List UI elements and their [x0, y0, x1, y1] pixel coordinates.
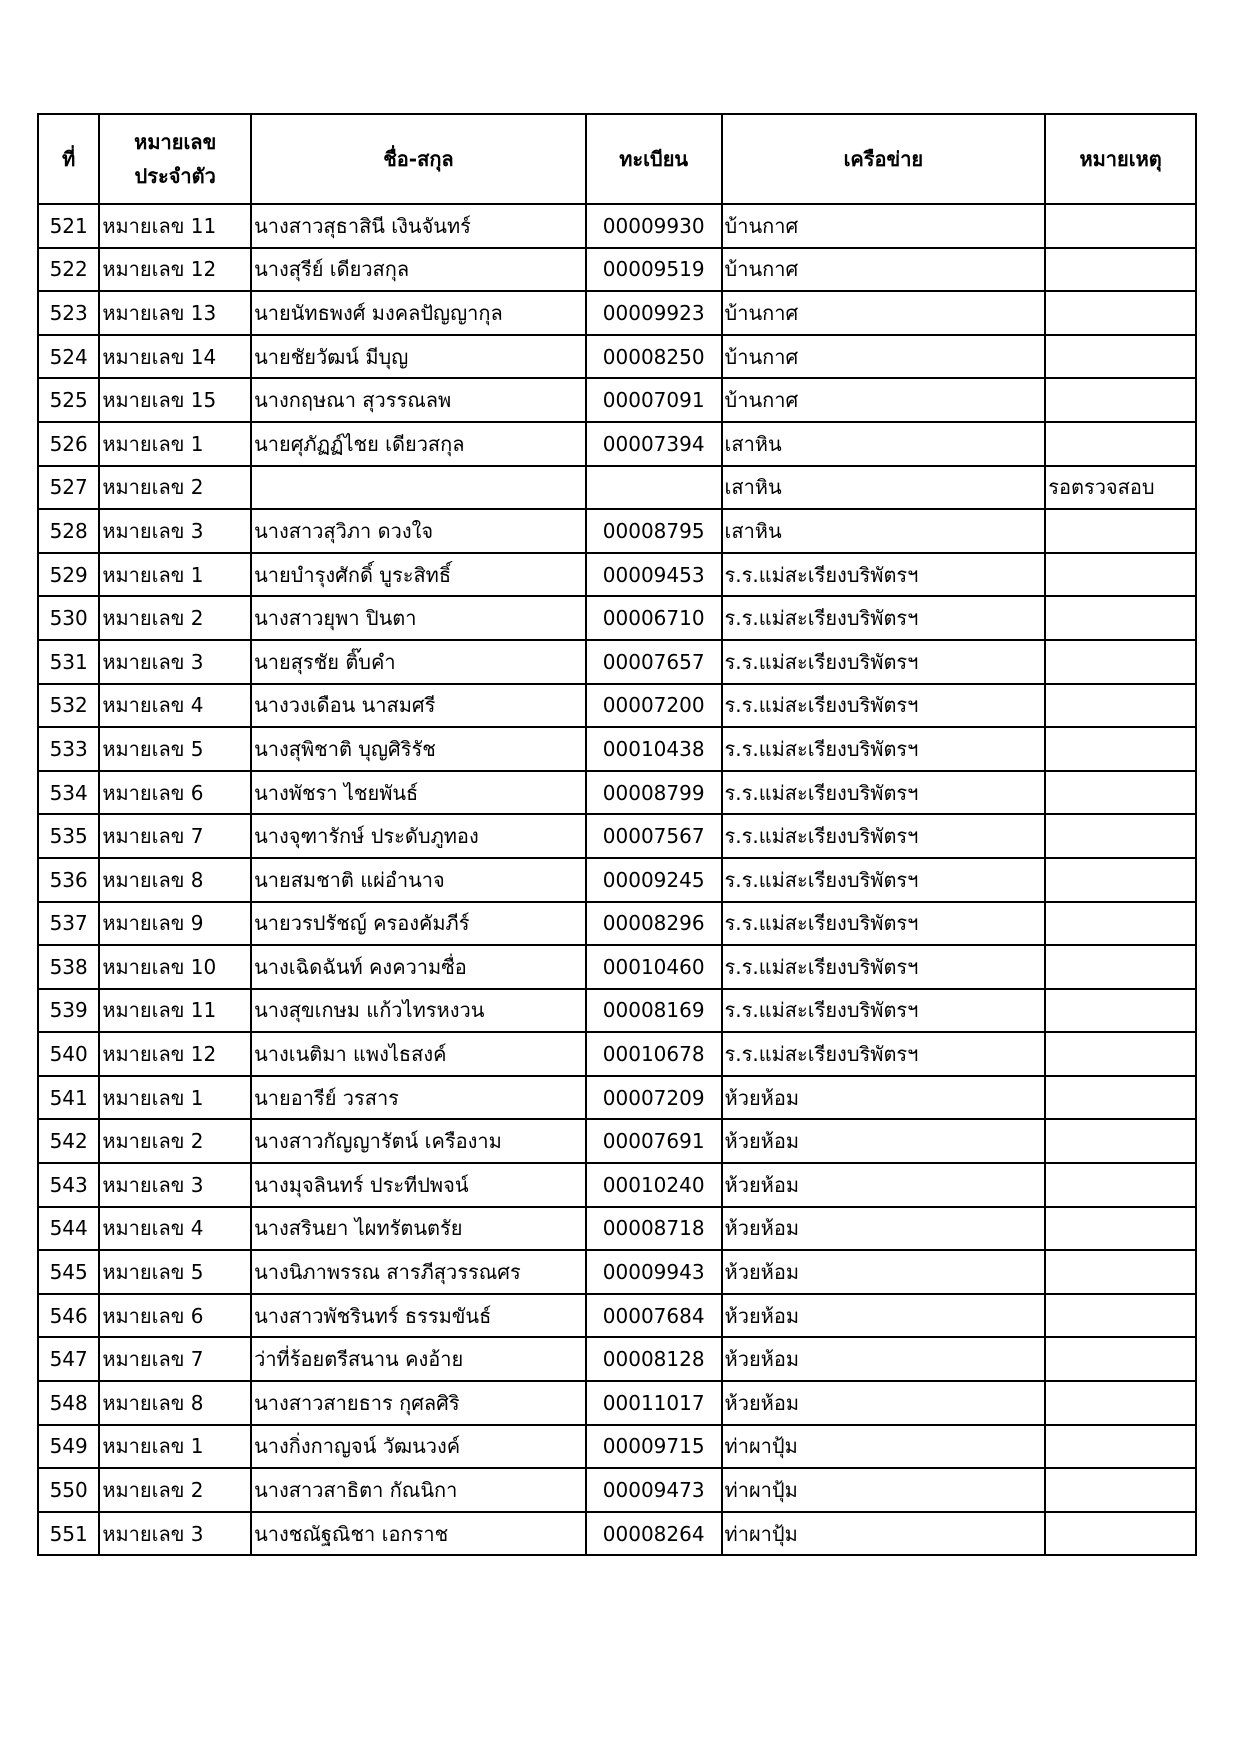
cell-no: 524	[38, 335, 99, 379]
cell-note	[1045, 1032, 1196, 1076]
cell-reg: 00008128	[586, 1337, 722, 1381]
cell-name: นายนัทธพงศ์ มงคลปัญญากุล	[251, 291, 586, 335]
cell-name: นางสุรีย์ เดียวสกุล	[251, 248, 586, 292]
table-row	[38, 1337, 1196, 1381]
table-row	[38, 727, 1196, 771]
cell-note	[1045, 989, 1196, 1033]
cell-name: นายสุรชัย ติ๊บคำ	[251, 640, 586, 684]
cell-code: หมายเลข 12	[99, 1032, 251, 1076]
table-row	[38, 684, 1196, 728]
cell-note	[1045, 1381, 1196, 1425]
cell-no: 548	[38, 1381, 99, 1425]
table-row	[38, 945, 1196, 989]
cell-code: หมายเลข 13	[99, 291, 251, 335]
table-row	[38, 335, 1196, 379]
cell-network: ร.ร.แม่สะเรียงบริพัตรฯ	[722, 684, 1046, 728]
cell-network: ท่าผาปุ้ม	[722, 1512, 1046, 1556]
table-header-row	[38, 114, 1196, 204]
cell-code: หมายเลข 2	[99, 596, 251, 640]
cell-reg: 00007657	[586, 640, 722, 684]
table-row	[38, 509, 1196, 553]
cell-network: ร.ร.แม่สะเรียงบริพัตรฯ	[722, 1032, 1046, 1076]
cell-reg: 00008799	[586, 771, 722, 815]
cell-name: นางกิ่งกาญจน์ วัฒนวงค์	[251, 1425, 586, 1469]
cell-name: นางสุขเกษม แก้วไทรหงวน	[251, 989, 586, 1033]
cell-note	[1045, 335, 1196, 379]
cell-reg: 00009519	[586, 248, 722, 292]
cell-note: รอตรวจสอบ	[1045, 466, 1196, 510]
cell-note	[1045, 1250, 1196, 1294]
cell-name: นางสาวสุวิภา ดวงใจ	[251, 509, 586, 553]
cell-name: นางสาวสาธิตา กัณนิกา	[251, 1468, 586, 1512]
cell-network: ห้วยห้อม	[722, 1163, 1046, 1207]
cell-no: 547	[38, 1337, 99, 1381]
cell-name: นางสาวสุธาสินี เงินจันทร์	[251, 204, 586, 248]
cell-no: 527	[38, 466, 99, 510]
cell-note	[1045, 1512, 1196, 1556]
cell-network: เสาหิน	[722, 422, 1046, 466]
cell-no: 543	[38, 1163, 99, 1207]
cell-reg: 00009715	[586, 1425, 722, 1469]
cell-name: นางสาวยุพา ปินตา	[251, 596, 586, 640]
cell-network: เสาหิน	[722, 509, 1046, 553]
cell-note	[1045, 509, 1196, 553]
cell-code: หมายเลข 3	[99, 509, 251, 553]
cell-no: 539	[38, 989, 99, 1033]
table-row	[38, 1294, 1196, 1338]
cell-reg: 00007567	[586, 814, 722, 858]
roster-table	[37, 113, 1197, 1556]
cell-code: หมายเลข 15	[99, 378, 251, 422]
cell-network: บ้านกาศ	[722, 248, 1046, 292]
cell-name: นางสาวพัชรินทร์ ธรรมขันธ์	[251, 1294, 586, 1338]
cell-note	[1045, 378, 1196, 422]
cell-code: หมายเลข 8	[99, 1381, 251, 1425]
cell-reg: 00008296	[586, 902, 722, 946]
cell-network: ห้วยห้อม	[722, 1337, 1046, 1381]
table-row	[38, 596, 1196, 640]
cell-name: นางมุจลินทร์ ประทีปพจน์	[251, 1163, 586, 1207]
cell-reg: 00008169	[586, 989, 722, 1033]
cell-no: 536	[38, 858, 99, 902]
cell-network: ท่าผาปุ้ม	[722, 1425, 1046, 1469]
cell-code: หมายเลข 2	[99, 1119, 251, 1163]
cell-name: นายสมชาติ แผ่อำนาจ	[251, 858, 586, 902]
cell-reg: 00006710	[586, 596, 722, 640]
cell-code: หมายเลข 14	[99, 335, 251, 379]
table-row	[38, 1076, 1196, 1120]
cell-code: หมายเลข 7	[99, 1337, 251, 1381]
cell-code: หมายเลข 3	[99, 640, 251, 684]
table-row	[38, 814, 1196, 858]
cell-note	[1045, 291, 1196, 335]
cell-code: หมายเลข 1	[99, 422, 251, 466]
cell-network: ร.ร.แม่สะเรียงบริพัตรฯ	[722, 553, 1046, 597]
cell-reg	[586, 466, 722, 510]
table-row	[38, 553, 1196, 597]
cell-reg: 00011017	[586, 1381, 722, 1425]
cell-reg: 00010438	[586, 727, 722, 771]
cell-code: หมายเลข 1	[99, 1425, 251, 1469]
cell-note	[1045, 902, 1196, 946]
cell-code: หมายเลข 4	[99, 684, 251, 728]
cell-reg: 00010678	[586, 1032, 722, 1076]
cell-network: ท่าผาปุ้ม	[722, 1468, 1046, 1512]
cell-no: 522	[38, 248, 99, 292]
cell-network: ร.ร.แม่สะเรียงบริพัตรฯ	[722, 858, 1046, 902]
cell-name: นายอารีย์ วรสาร	[251, 1076, 586, 1120]
cell-note	[1045, 684, 1196, 728]
cell-reg: 00008718	[586, 1207, 722, 1251]
cell-note	[1045, 945, 1196, 989]
table-row	[38, 858, 1196, 902]
cell-network: ร.ร.แม่สะเรียงบริพัตรฯ	[722, 727, 1046, 771]
cell-reg: 00009245	[586, 858, 722, 902]
table-row	[38, 291, 1196, 335]
cell-reg: 00008795	[586, 509, 722, 553]
cell-reg: 00009923	[586, 291, 722, 335]
cell-note	[1045, 1119, 1196, 1163]
cell-code: หมายเลข 1	[99, 553, 251, 597]
cell-note	[1045, 1468, 1196, 1512]
cell-network: ร.ร.แม่สะเรียงบริพัตรฯ	[722, 902, 1046, 946]
cell-code: หมายเลข 6	[99, 771, 251, 815]
header-code-line2: ประจำตัว	[134, 164, 216, 188]
cell-network: ห้วยห้อม	[722, 1250, 1046, 1294]
cell-note	[1045, 1076, 1196, 1120]
cell-network: ห้วยห้อม	[722, 1294, 1046, 1338]
table-row	[38, 1119, 1196, 1163]
cell-code: หมายเลข 1	[99, 1076, 251, 1120]
cell-code: หมายเลข 7	[99, 814, 251, 858]
cell-no: 525	[38, 378, 99, 422]
cell-no: 550	[38, 1468, 99, 1512]
cell-no: 545	[38, 1250, 99, 1294]
cell-note	[1045, 1425, 1196, 1469]
cell-code: หมายเลข 10	[99, 945, 251, 989]
document-page	[37, 113, 1197, 1556]
cell-name: นายศุภัฏฏ์ไชย เดียวสกุล	[251, 422, 586, 466]
cell-note	[1045, 553, 1196, 597]
cell-no: 526	[38, 422, 99, 466]
cell-name: นางเนติมา แพงไธสงค์	[251, 1032, 586, 1076]
cell-no: 551	[38, 1512, 99, 1556]
cell-name: นายวรปรัชญ์ ครองคัมภีร์	[251, 902, 586, 946]
table-row	[38, 422, 1196, 466]
cell-code: หมายเลข 6	[99, 1294, 251, 1338]
cell-reg: 00009453	[586, 553, 722, 597]
cell-name: นางพัชรา ไชยพันธ์	[251, 771, 586, 815]
cell-name: นางชณัฐณิชา เอกราช	[251, 1512, 586, 1556]
table-row	[38, 1512, 1196, 1556]
cell-name: นางสาวกัญญารัตน์ เครืองาม	[251, 1119, 586, 1163]
table-row	[38, 1163, 1196, 1207]
cell-no: 540	[38, 1032, 99, 1076]
table-row	[38, 248, 1196, 292]
table-row	[38, 1468, 1196, 1512]
table-row	[38, 1381, 1196, 1425]
cell-no: 541	[38, 1076, 99, 1120]
table-row	[38, 466, 1196, 510]
cell-reg: 00009930	[586, 204, 722, 248]
cell-network: ห้วยห้อม	[722, 1119, 1046, 1163]
cell-no: 544	[38, 1207, 99, 1251]
cell-network: เสาหิน	[722, 466, 1046, 510]
table-row	[38, 1207, 1196, 1251]
cell-network: ร.ร.แม่สะเรียงบริพัตรฯ	[722, 814, 1046, 858]
cell-reg: 00008264	[586, 1512, 722, 1556]
cell-network: ห้วยห้อม	[722, 1381, 1046, 1425]
cell-network: บ้านกาศ	[722, 335, 1046, 379]
cell-name: นางสรินยา ไผทรัตนตรัย	[251, 1207, 586, 1251]
cell-no: 523	[38, 291, 99, 335]
cell-code: หมายเลข 4	[99, 1207, 251, 1251]
cell-reg: 00007684	[586, 1294, 722, 1338]
cell-note	[1045, 1207, 1196, 1251]
header-code-line1: หมายเลข	[134, 130, 217, 154]
cell-code: หมายเลข 11	[99, 989, 251, 1033]
cell-code: หมายเลข 9	[99, 902, 251, 946]
cell-network: บ้านกาศ	[722, 378, 1046, 422]
table-row	[38, 1032, 1196, 1076]
cell-no: 529	[38, 553, 99, 597]
cell-note	[1045, 640, 1196, 684]
cell-note	[1045, 1294, 1196, 1338]
cell-network: ร.ร.แม่สะเรียงบริพัตรฯ	[722, 771, 1046, 815]
cell-network: ร.ร.แม่สะเรียงบริพัตรฯ	[722, 945, 1046, 989]
cell-reg: 00009473	[586, 1468, 722, 1512]
table-row	[38, 640, 1196, 684]
cell-code: หมายเลข 3	[99, 1163, 251, 1207]
cell-network: ร.ร.แม่สะเรียงบริพัตรฯ	[722, 596, 1046, 640]
cell-note	[1045, 1337, 1196, 1381]
cell-code: หมายเลข 12	[99, 248, 251, 292]
cell-no: 542	[38, 1119, 99, 1163]
cell-network: บ้านกาศ	[722, 291, 1046, 335]
cell-reg: 00007200	[586, 684, 722, 728]
cell-network: ห้วยห้อม	[722, 1207, 1046, 1251]
cell-reg: 00007394	[586, 422, 722, 466]
cell-network: บ้านกาศ	[722, 204, 1046, 248]
header-network: เครือข่าย	[722, 114, 1046, 204]
table-row	[38, 1250, 1196, 1294]
cell-code: หมายเลข 3	[99, 1512, 251, 1556]
cell-no: 528	[38, 509, 99, 553]
cell-reg: 00010240	[586, 1163, 722, 1207]
cell-note	[1045, 858, 1196, 902]
cell-name: นายบำรุงศักดิ์ บูระสิทธิ์	[251, 553, 586, 597]
table-row	[38, 378, 1196, 422]
cell-note	[1045, 1163, 1196, 1207]
cell-reg: 00007091	[586, 378, 722, 422]
cell-note	[1045, 248, 1196, 292]
table-body	[38, 204, 1196, 1555]
cell-no: 546	[38, 1294, 99, 1338]
cell-code: หมายเลข 8	[99, 858, 251, 902]
cell-name: ว่าที่ร้อยตรีสนาน คงอ้าย	[251, 1337, 586, 1381]
cell-name: นางวงเดือน นาสมศรี	[251, 684, 586, 728]
cell-no: 538	[38, 945, 99, 989]
cell-code: หมายเลข 5	[99, 727, 251, 771]
cell-reg: 00010460	[586, 945, 722, 989]
cell-name: นางนิภาพรรณ สารภีสุวรรณศร	[251, 1250, 586, 1294]
cell-code: หมายเลข 11	[99, 204, 251, 248]
cell-name	[251, 466, 586, 510]
cell-name: นางสุพิชาติ บุญศิริรัช	[251, 727, 586, 771]
cell-name: นางเฉิดฉันท์ คงความซื่อ	[251, 945, 586, 989]
cell-reg: 00007209	[586, 1076, 722, 1120]
table-row	[38, 902, 1196, 946]
cell-no: 531	[38, 640, 99, 684]
cell-no: 532	[38, 684, 99, 728]
table-row	[38, 989, 1196, 1033]
cell-name: นายชัยวัฒน์ มีบุญ	[251, 335, 586, 379]
cell-note	[1045, 204, 1196, 248]
header-name: ชื่อ-สกุล	[251, 114, 586, 204]
cell-no: 535	[38, 814, 99, 858]
cell-name: นางกฤษณา สุวรรณลพ	[251, 378, 586, 422]
cell-network: ร.ร.แม่สะเรียงบริพัตรฯ	[722, 989, 1046, 1033]
cell-name: นางสาวสายธาร กุศลศิริ	[251, 1381, 586, 1425]
cell-reg: 00007691	[586, 1119, 722, 1163]
cell-note	[1045, 422, 1196, 466]
cell-no: 537	[38, 902, 99, 946]
header-reg: ทะเบียน	[586, 114, 722, 204]
cell-reg: 00009943	[586, 1250, 722, 1294]
header-code	[99, 114, 251, 204]
cell-no: 534	[38, 771, 99, 815]
cell-no: 530	[38, 596, 99, 640]
cell-name: นางจุฑารักษ์ ประดับภูทอง	[251, 814, 586, 858]
cell-no: 533	[38, 727, 99, 771]
table-row	[38, 771, 1196, 815]
table-row	[38, 1425, 1196, 1469]
cell-network: ห้วยห้อม	[722, 1076, 1046, 1120]
cell-note	[1045, 814, 1196, 858]
cell-note	[1045, 771, 1196, 815]
cell-reg: 00008250	[586, 335, 722, 379]
cell-no: 521	[38, 204, 99, 248]
cell-code: หมายเลข 2	[99, 1468, 251, 1512]
cell-note	[1045, 596, 1196, 640]
cell-note	[1045, 727, 1196, 771]
cell-code: หมายเลข 5	[99, 1250, 251, 1294]
header-no: ที่	[38, 114, 99, 204]
cell-no: 549	[38, 1425, 99, 1469]
table-row	[38, 204, 1196, 248]
cell-code: หมายเลข 2	[99, 466, 251, 510]
header-note: หมายเหตุ	[1045, 114, 1196, 204]
cell-network: ร.ร.แม่สะเรียงบริพัตรฯ	[722, 640, 1046, 684]
